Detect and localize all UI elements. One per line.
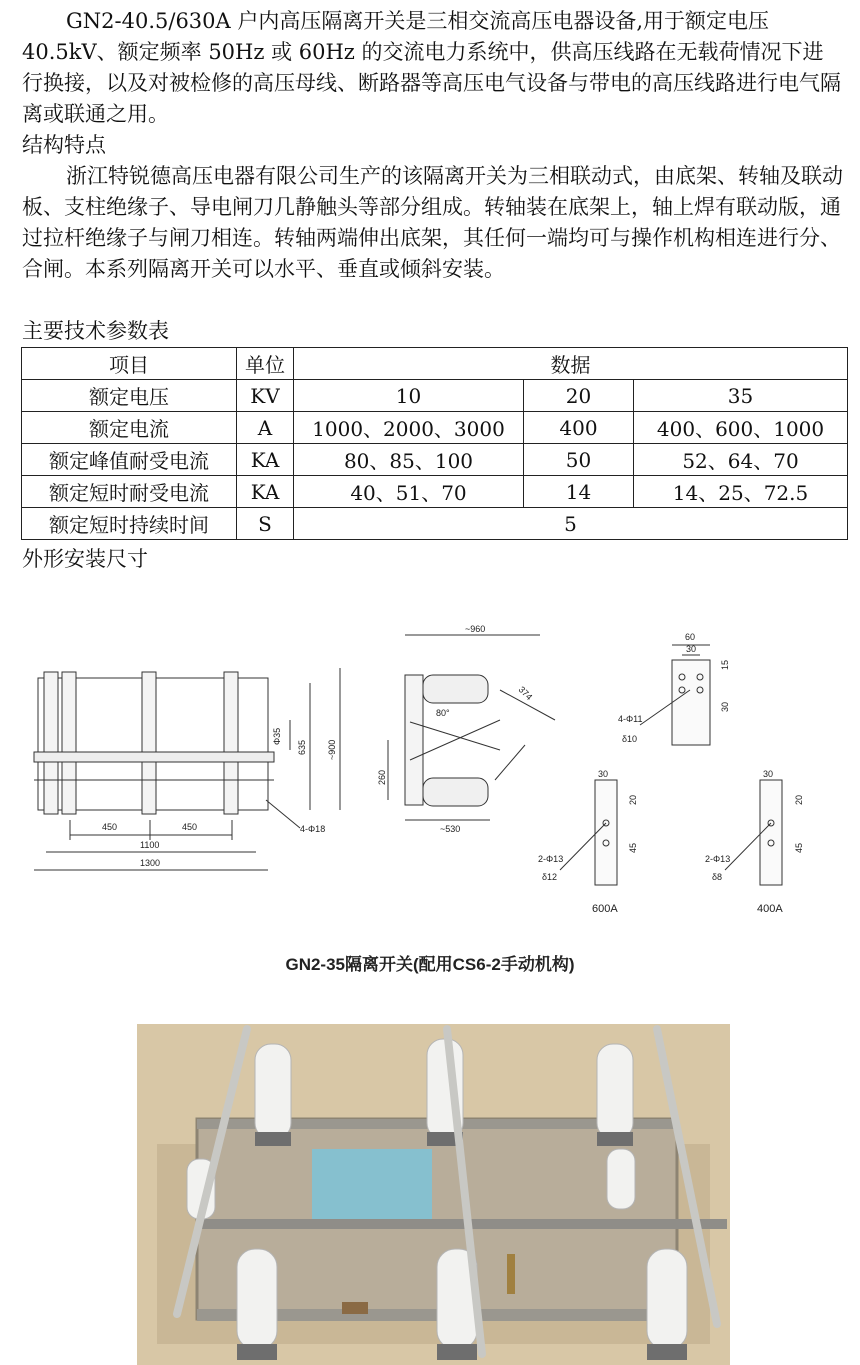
- cell-item: 额定峰值耐受电流: [22, 444, 237, 476]
- table-row: [22, 444, 848, 476]
- drawing-caption: GN2-35隔离开关(配用CS6-2手动机构): [285, 955, 575, 974]
- dim-label: Φ35: [272, 727, 282, 745]
- detail-label: 600A: [592, 903, 618, 915]
- cell-value: 10: [294, 380, 524, 412]
- header-unit: 单位: [237, 348, 294, 380]
- cell-value: 5: [294, 508, 848, 540]
- spec-table: [21, 347, 848, 540]
- dim-label: 30: [686, 644, 697, 654]
- dim-label: ~530: [440, 824, 461, 834]
- table-header-row: [22, 348, 848, 380]
- cell-value: 80、85、100: [294, 444, 524, 476]
- dimension-heading: 外形安装尺寸: [22, 547, 148, 571]
- cell-unit: KA: [237, 476, 294, 508]
- cell-unit: S: [237, 508, 294, 540]
- dim-label: 20: [794, 794, 804, 805]
- cell-item: 额定短时耐受电流: [22, 476, 237, 508]
- dim-label: 260: [377, 769, 387, 785]
- cell-value: 52、64、70: [634, 444, 848, 476]
- cell-value: 1000、2000、3000: [294, 412, 524, 444]
- dim-label: 30: [720, 701, 730, 712]
- dim-label: 80°: [436, 708, 450, 718]
- table-row: [22, 412, 848, 444]
- cell-value: 35: [634, 380, 848, 412]
- dim-label: 30: [598, 769, 609, 779]
- header-item: 项目: [22, 348, 237, 380]
- cell-value: 14、25、72.5: [634, 476, 848, 508]
- dim-label: δ8: [712, 872, 723, 882]
- cell-value: 50: [524, 444, 634, 476]
- dim-label: 60: [685, 632, 696, 642]
- dim-label: 374: [516, 684, 535, 703]
- cell-item: 额定电压: [22, 380, 237, 412]
- table-row: [22, 380, 848, 412]
- cell-item: 额定短时持续时间: [22, 508, 237, 540]
- product-photo: [137, 1024, 730, 1365]
- cell-value: 20: [524, 380, 634, 412]
- dim-label: 20: [628, 794, 638, 805]
- dim-label: δ12: [542, 872, 558, 882]
- dim-label: 2-Φ13: [705, 854, 731, 864]
- dim-label: 450: [102, 822, 118, 832]
- dim-label: ~900: [327, 739, 337, 760]
- dim-label: 1100: [140, 840, 160, 850]
- structure-paragraph: 浙江特锐德高压电器有限公司生产的该隔离开关为三相联动式，由底架、转轴及联动板、支柱绝缘子、导电闸刀几静触头等部分组成。转轴装在底架上，轴上焊有联动版，通过拉杆绝缘子与闸刀相连。转轴两端伸出底架，其任何一端均可与操作机构相连进行分、合闸。本系列隔离开关可以水平、垂直或倾斜安装。: [22, 164, 843, 281]
- dim-label: 1300: [140, 858, 161, 868]
- dim-label: ~960: [465, 624, 486, 634]
- header-data: 数据: [294, 348, 848, 380]
- dim-label: 635: [297, 739, 307, 755]
- cell-unit: A: [237, 412, 294, 444]
- cell-unit: KV: [237, 380, 294, 412]
- cell-unit: KA: [237, 444, 294, 476]
- cell-value: 400: [524, 412, 634, 444]
- dim-label: 15: [720, 659, 730, 670]
- dim-label: 4-Φ18: [300, 824, 326, 834]
- intro-paragraph: GN2-40.5/630A 户内高压隔离开关是三相交流高压电器设备,用于额定电压40.5kV、额定频率 50Hz 或 60Hz 的交流电力系统中，供高压线路在无载荷情况下进行换接，以及对被检修的高压母线、断路器等高压电气设备与带电的高压线路进行电气隔离或联通之用。: [22, 9, 841, 126]
- cell-value: 40、51、70: [294, 476, 524, 508]
- dim-label: δ10: [622, 734, 638, 744]
- dim-label: 45: [794, 842, 804, 853]
- cell-value: 14: [524, 476, 634, 508]
- dim-label: 450: [182, 822, 198, 832]
- dim-label: 30: [763, 769, 774, 779]
- detail-label: 400A: [757, 903, 783, 915]
- dim-label: 45: [628, 842, 638, 853]
- structure-heading: 结构特点: [22, 133, 106, 157]
- dimension-drawing: [0, 600, 860, 1000]
- table-heading: 主要技术参数表: [22, 319, 169, 343]
- cell-item: 额定电流: [22, 412, 237, 444]
- table-row: [22, 508, 848, 540]
- table-row: [22, 476, 848, 508]
- dim-label: 2-Φ13: [538, 854, 564, 864]
- dim-label: 4-Φ11: [618, 714, 643, 724]
- cell-value: 400、600、1000: [634, 412, 848, 444]
